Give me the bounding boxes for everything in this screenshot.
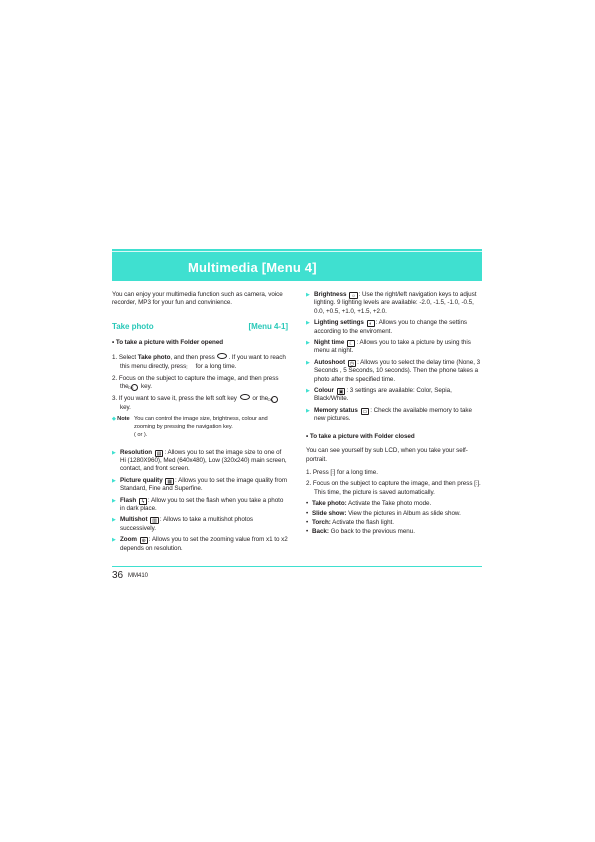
lighting-icon: ◐ — [367, 320, 375, 327]
section-title: Take photo — [112, 322, 154, 332]
step-3 — [112, 394, 288, 412]
feature-label: Flash — [120, 496, 137, 504]
feature-label: Picture quality — [120, 476, 163, 484]
side-key-icon: ⫶ — [475, 480, 478, 488]
soft-key-icon — [240, 394, 250, 400]
note-label: ◆ Note — [112, 416, 134, 439]
feature-resolution — [112, 449, 288, 474]
step-2-text-b: key. — [141, 383, 152, 391]
closed-step-1-a: 1. Press [ — [306, 468, 333, 476]
bullet-torch — [306, 519, 482, 527]
header-banner — [112, 249, 482, 281]
feature-text: : Use the right/left navigation keys to adjust lighting. 9 lighting levels are available: -2.0, -1.5, -1.0, -0.5, 0.0, +0.5, +1.0, +1.5, +2.0. — [314, 291, 477, 315]
feature-label: Resolution — [120, 448, 153, 456]
feature-text: : Allows you to take a picture by using this menu at night. — [314, 339, 471, 355]
feature-flash — [112, 497, 288, 514]
feature-multishot — [112, 516, 288, 533]
zoom-icon: ⊕ — [141, 538, 146, 545]
bullet-text: Activate the Take photo mode. — [346, 500, 432, 508]
bullet-label: Slide show: — [312, 509, 347, 517]
feature-label: Lighting settings — [314, 319, 364, 327]
feature-colour — [306, 387, 482, 404]
feature-text: : Allows you to set the image size to one of Hi (1280X960), Med (640x480), Low (320x240) main screen, contact, and front screen. — [120, 448, 287, 473]
feature-text: : Allows you to set the zooming value from x1 to x2 depends on resolution. — [120, 536, 288, 552]
feature-autoshoot — [306, 359, 482, 384]
step-1 — [112, 353, 288, 371]
banner-rule — [112, 251, 482, 252]
step-1-text-a: 1. Select — [112, 354, 138, 362]
resolution-icon: ▤ — [156, 450, 162, 457]
bullet-text: View the pictures in Album as slide show. — [346, 509, 461, 517]
subheading-folder-opened: • To take a picture with Folder opened — [112, 339, 288, 347]
feature-label: Autoshoot — [314, 358, 346, 366]
closed-step-1-b: ] for a long time. — [333, 468, 378, 476]
note-text: You can control the image size, brightness, colour and zooming by pressing the navigation key. — [134, 416, 268, 431]
step-1-text-c: , and then press — [170, 354, 215, 362]
intro-text: You can enjoy your multimedia function such as camera, voice recorder, MP3 for your fun and convinience. — [112, 291, 283, 307]
step-1-text-d: . If you want to reach this menu directly, press — [120, 354, 286, 370]
colour-icon: ▣ — [338, 389, 344, 396]
bullet-label: Torch: — [312, 518, 331, 526]
note-body — [134, 416, 288, 439]
feature-text: : Allows you to set the image quality from Standard, Fine and Superfine. — [120, 476, 288, 493]
feature-picture-quality — [112, 477, 288, 494]
feature-lighting-settings — [306, 319, 482, 336]
feature-label: Colour — [314, 387, 334, 395]
model-name: MM410 — [128, 573, 149, 579]
feature-night-time — [306, 339, 482, 356]
multishot-icon: ▥ — [152, 518, 157, 525]
feature-text: : Allow you to set the flash when you take a photo in dark place. — [120, 496, 284, 513]
quality-icon: ▦ — [167, 478, 173, 485]
ok-key-icon: OK — [271, 396, 278, 403]
bullet-text: Activate the flash light. — [330, 518, 394, 526]
autoshoot-icon: ◷ — [349, 360, 355, 367]
note-keys: ( or ). — [134, 431, 148, 438]
note-box — [112, 416, 288, 439]
feature-text: : Allows you to change the settins according to the enviroment. — [314, 319, 467, 335]
memory-icon: ▭ — [362, 408, 368, 415]
closed-intro: You can see yourself by sub LCD, when you take your self-portrait. — [306, 447, 468, 463]
closed-step-2 — [306, 480, 482, 497]
feature-text: : 3 settings are available: Color, Sepia, Black/White. — [314, 387, 452, 403]
feature-memory-status — [306, 407, 482, 424]
feature-zoom — [112, 536, 288, 553]
closed-step-2-a: 2. Focus on the subject to capture the image, and then press [ — [306, 480, 476, 488]
subheading-folder-closed: • To take a picture with Folder closed — [306, 433, 482, 441]
feature-brightness — [306, 291, 482, 316]
night-icon: ☾ — [349, 341, 354, 348]
feature-label: Multishot — [120, 516, 148, 524]
bullet-back — [306, 528, 482, 536]
step-2-text-a: 2. Focus on the subject to capture the image, and then press the — [112, 374, 279, 391]
feature-label: Brightness — [314, 291, 347, 298]
ok-key-icon — [217, 353, 227, 359]
section-heading — [112, 322, 288, 332]
page-number: 36 — [112, 570, 124, 581]
step-2 — [112, 375, 288, 392]
feature-label: Zoom — [120, 536, 137, 544]
step-3-text-b: or the — [252, 395, 269, 403]
right-column — [306, 291, 482, 538]
closed-step-2-b: ]. This time, the picture is saved automatically. — [314, 480, 481, 496]
step-3-text-c: key. — [120, 403, 131, 411]
step-1-text-e: for a long time. — [195, 362, 237, 370]
feature-text: : Allows you to select the delay time (None, 3 Seconds , 5 Seconds, 10 seconds). Then the phone takes a photo after the specified time. — [314, 358, 481, 383]
feature-text: : Allows to take a multishot photos successively. — [120, 516, 254, 532]
closed-step-1 — [306, 469, 482, 477]
feature-label: Night time — [314, 339, 345, 347]
step-3-text-a: 3. If you want to save it, press the left soft key — [112, 395, 237, 403]
bullet-label: Take photo: — [312, 500, 347, 508]
left-column — [112, 291, 288, 556]
ok-key-icon: OK — [131, 384, 138, 391]
page-title: Multimedia [Menu 4] — [188, 260, 317, 275]
bullet-slide-show — [306, 510, 482, 518]
flash-icon: ϟ — [139, 498, 147, 505]
side-key-icon: ⫶ — [332, 468, 334, 476]
brightness-icon: ☼ — [351, 293, 356, 299]
feature-label: Memory status — [314, 406, 358, 414]
feature-text: : Check the available memory to take new pictures. — [314, 406, 472, 423]
bullet-take-photo — [306, 500, 482, 508]
footer-rule — [112, 566, 482, 567]
side-key-icon: ⫶ — [186, 364, 188, 371]
section-menu-ref: [Menu 4-1] — [248, 322, 288, 332]
step-1-menu-name: Take photo — [137, 354, 171, 362]
bullet-text: Go back to the previous menu. — [328, 528, 415, 536]
bullet-label: Back: — [312, 528, 329, 536]
